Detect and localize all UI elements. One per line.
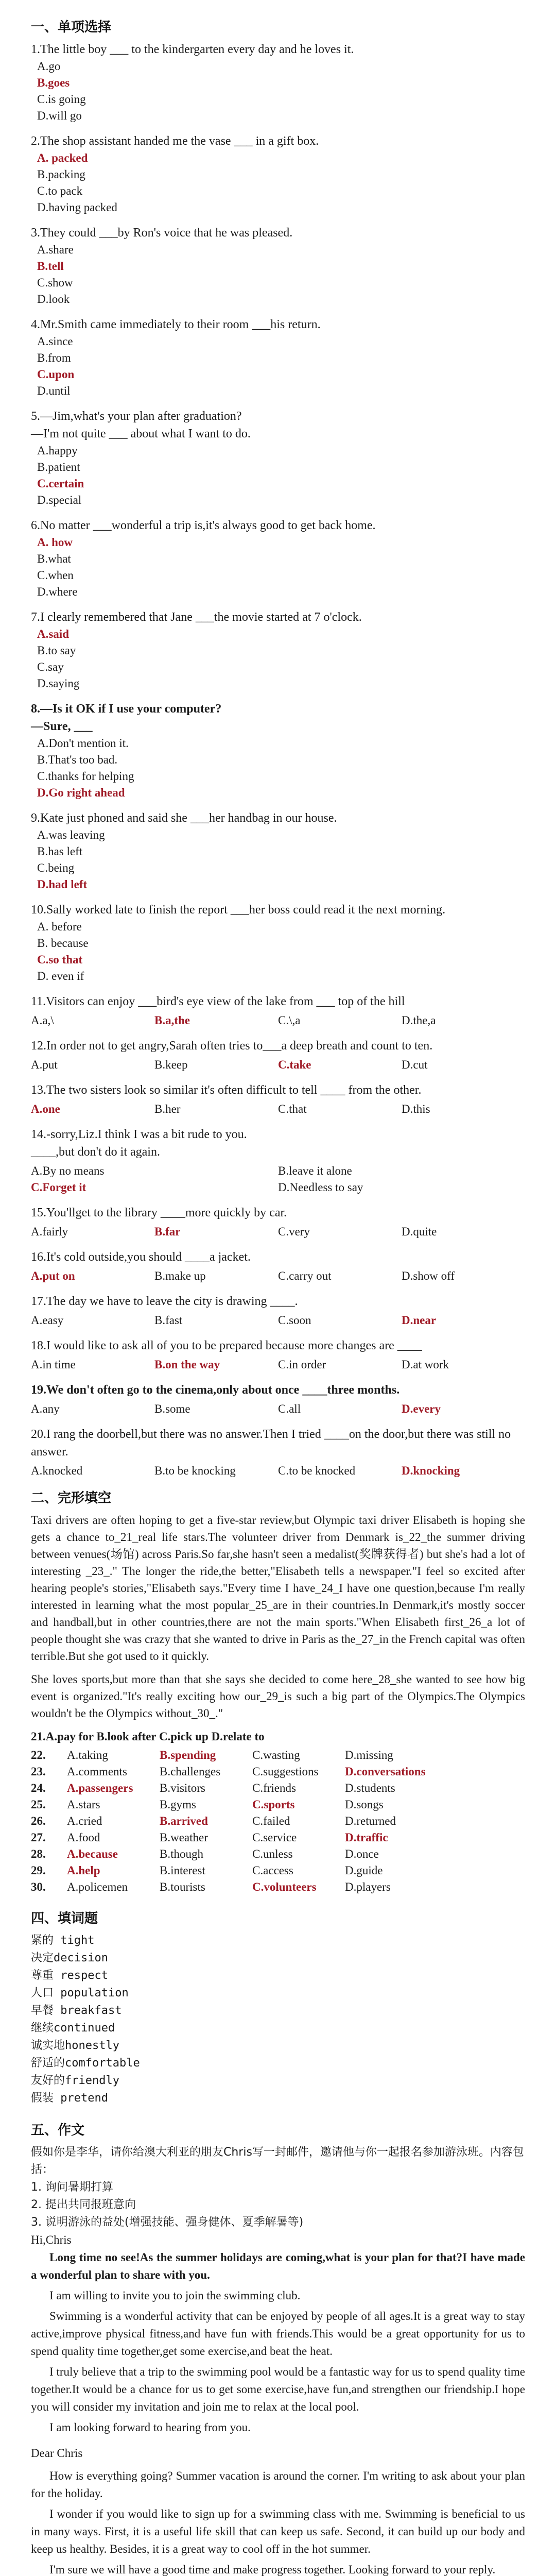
options-row [31, 1357, 525, 1373]
option: C.soon [278, 1314, 311, 1327]
answer-option: A. packed [37, 151, 88, 164]
option: C.being [37, 861, 75, 874]
answer-option: D.had left [37, 878, 88, 891]
vocab-item: 友好的friendly [31, 2074, 119, 2087]
question-stem-2: ____,but don't do it again. [31, 1145, 160, 1159]
answer-option: A.one [31, 1103, 60, 1115]
option: C.suggestions [252, 1765, 319, 1778]
cloze-number: 26. [31, 1815, 46, 1827]
option: B.to say [37, 644, 76, 657]
option: C.say [37, 660, 64, 673]
question [31, 993, 525, 1029]
vocab-item: 人口 population [31, 1987, 129, 1999]
option: A.in time [31, 1358, 76, 1371]
question-stem-2: —I'm not quite ___ about what I want to do. [31, 427, 251, 440]
option: B.packing [37, 168, 85, 181]
letter2-greeting: Dear Chris [31, 2447, 83, 2460]
answer-option: B.far [154, 1225, 181, 1238]
question [31, 1037, 525, 1073]
answer-option: C.take [278, 1058, 311, 1071]
cloze-number: 22. [31, 1749, 46, 1761]
question [31, 1126, 525, 1196]
option: A.put [31, 1058, 58, 1071]
question [31, 608, 525, 692]
option: A.easy [31, 1314, 64, 1327]
question-stem-2: —Sure, ___ [31, 720, 93, 733]
option: C.thanks for helping [37, 770, 134, 783]
option: C.unless [252, 1848, 293, 1860]
option: B.visitors [160, 1782, 205, 1794]
option: C.access [252, 1864, 293, 1877]
letter2-body [31, 2467, 525, 2576]
option: A.happy [37, 444, 78, 457]
question [31, 809, 525, 893]
question [31, 1248, 525, 1284]
option: D. even if [37, 970, 84, 982]
question-stem: 20.I rang the doorbell,but there was no answer.Then I tried ____on the door,but there was still no answer. [31, 1428, 511, 1459]
cloze-row [31, 1747, 525, 1764]
question [31, 132, 525, 216]
question-stem: 13.The two sisters look so similar it's often difficult to tell ____ from the other. [31, 1083, 422, 1097]
answer-option: A.put on [31, 1269, 75, 1282]
option: B.some [154, 1402, 190, 1415]
option: B.leave it alone [278, 1164, 352, 1177]
question-stem: 10.Sally worked late to finish the report ___her boss could read it the next morning. [31, 903, 446, 917]
cloze-row [31, 1829, 525, 1846]
question [31, 700, 525, 801]
option: C.service [252, 1831, 297, 1844]
option: B.from [37, 351, 71, 364]
question [31, 1204, 525, 1240]
option: C.to pack [37, 184, 83, 197]
option: B.That's too bad. [37, 753, 118, 766]
answer-option: D.knocking [402, 1464, 460, 1477]
option: A.since [37, 335, 73, 348]
cloze-row [31, 1764, 525, 1780]
option: D.show off [402, 1269, 455, 1282]
answer-option: C.Forget it [31, 1181, 86, 1194]
question [31, 1293, 525, 1329]
option: D.where [37, 585, 78, 598]
option: A.fairly [31, 1225, 68, 1238]
answer-option: D.conversations [345, 1765, 426, 1778]
option: A.a,\ [31, 1014, 54, 1027]
option: B.her [154, 1103, 181, 1115]
letter1-body [31, 2287, 525, 2436]
option: C.\,a [278, 1014, 301, 1027]
single-choice-list-2 [31, 993, 525, 1479]
option: A.was leaving [37, 828, 105, 841]
answer-option: D.near [402, 1314, 437, 1327]
cloze-row [31, 1862, 525, 1879]
option: C.wasting [252, 1749, 300, 1761]
option: D.the,a [402, 1014, 436, 1027]
question-stem: 16.It's cold outside,you should ____a jacket. [31, 1250, 251, 1264]
option: A.go [37, 60, 61, 73]
option: B.fast [154, 1314, 183, 1327]
question [31, 41, 525, 124]
letter-paragraph: How is everything going? Summer vacation is around the corner. I'm writing to ask about your plan for the holiday. [31, 2469, 525, 2500]
writing-prompt [31, 2144, 525, 2231]
cloze-number: 27. [31, 1831, 46, 1844]
options-row [31, 1312, 525, 1329]
letter-paragraph: I wonder if you would like to sign up for a swimming class with me. Swimming is beneficial to us in many ways. First, it is a useful life skill that can keep us safe. Second, it can build up our body and keep us healthy. Besides, it is a great way to cool off in the hot summer. [31, 2507, 525, 2555]
vocab-list [31, 1932, 525, 2107]
option: C.in order [278, 1358, 326, 1371]
options-row [31, 1268, 525, 1284]
option: C.show [37, 276, 73, 289]
question-stem: 2.The shop assistant handed me the vase ___ in a gift box. [31, 134, 319, 148]
question-stem: 18.I would like to ask all of you to be prepared because more changes are ____ [31, 1339, 422, 1352]
option: C.carry out [278, 1269, 332, 1282]
option: B.make up [154, 1269, 206, 1282]
option: B.to be knocking [154, 1464, 236, 1477]
option: A.policemen [67, 1880, 128, 1893]
cloze-number: 28. [31, 1848, 46, 1860]
option: D.once [345, 1848, 379, 1860]
vocab-item: 紧的 tight [31, 1934, 95, 1947]
option: B.challenges [160, 1765, 221, 1778]
cloze-row [31, 1813, 525, 1829]
option: D.missing [345, 1749, 393, 1761]
question-stem: 5.—Jim,what's your plan after graduation? [31, 410, 242, 423]
answer-option: B.arrived [160, 1815, 208, 1827]
cloze-passage-1: Taxi drivers are often hoping to get a five-star review,but Olympic taxi driver Elisabeth is hoping she gets a chance to_21_real life stars.The volunteer driver from Denmark is_22_the summer driving between venues(场馆) across Paris.So far,she hasn't seen a medalist(奖牌获得者) but she's had a lot of interesting _23_." The longer the ride,the better,"Elisabeth tells a newspaper."I feel so excited after hearing people's stories,"Elisabeth says."Every time I have_24_I have one question,because I'm really interested in learning what the most popular_25_are in their countries.In Denmark,it's mostly soccer and handball,but in other countries,there are not the main sports."When Elisabeth first_26_a lot of people thought she was crazy that she wanted to drive in Paris as the_27_in the French capital was often terrible.But she got used to it quickly. [31, 1514, 525, 1663]
option: B. because [37, 937, 89, 950]
letter1-opening: Long time no see!As the summer holidays are coming,what is your plan for that?I have made a wonderful plan to share with you. [31, 2251, 525, 2281]
cloze-row [31, 1780, 525, 1797]
option: C.that [278, 1103, 307, 1115]
option: D.guide [345, 1864, 383, 1877]
vocab-item: 早餐 breakfast [31, 2004, 122, 2017]
option: B.what [37, 552, 71, 565]
question-stem: 4.Mr.Smith came immediately to their room ___his return. [31, 318, 321, 331]
letter-paragraph: Swimming is a wonderful activity that can be enjoyed by people of all ages.It is a great way to stay active,improve physical fitness,and have fun with friends.This would be a great opportunity for us to spend quality time together,get some exercise,and beat the heat. [31, 2310, 525, 2358]
answer-option: C.certain [37, 477, 84, 490]
cloze-row [31, 1846, 525, 1862]
option: A.taking [67, 1749, 108, 1761]
cloze-passage-2: She loves sports,but more than that she says she decided to come here_28_she wanted to see how big event is organized."It's really exciting how our_29_is such a big part of the Olympics.The Olympics wouldn't be the Olympics without_30_." [31, 1673, 525, 1720]
question [31, 901, 525, 985]
answer-option: A. how [37, 536, 73, 549]
question [31, 408, 525, 509]
option: A.comments [67, 1765, 127, 1778]
question [31, 517, 525, 600]
letter-paragraph: I'm sure we will have a good time and make progress together. Looking forward to your reply. [49, 2563, 496, 2576]
question-stem: 11.Visitors can enjoy ___bird's eye view of the lake from ___ top of the hill [31, 995, 405, 1008]
answer-option: D.every [402, 1402, 441, 1415]
option: A.stars [67, 1798, 100, 1811]
option: D.until [37, 384, 71, 397]
option: C.to be knocked [278, 1464, 356, 1477]
letter1-greeting: Hi,Chris [31, 2233, 72, 2246]
letter-paragraph: I truly believe that a trip to the swimming pool would be a fantastic way for us to spend quality time together.It would be a chance for us to get some exercise,have fun,and strengthen our friendship.I hope you will consider my invitation and join me to relax at the local pool. [31, 2365, 525, 2413]
sample-letter-2 [31, 2445, 525, 2576]
prompt-line: 3. 说明游泳的益处(增强技能、强身健体、夏季解暑等) [31, 2216, 304, 2229]
question-stem: 1.The little boy ___ to the kindergarten every day and he loves it. [31, 43, 354, 56]
answer-option: C.so that [37, 953, 83, 966]
section-title-cloze: 二、完形填空 [31, 1490, 112, 1506]
option: D.saying [37, 677, 80, 690]
option: D.players [345, 1880, 391, 1893]
answer-option: A.said [37, 628, 69, 640]
option: D.at work [402, 1358, 449, 1371]
question-stem: 14.-sorry,Liz.I think I was a bit rude to you. [31, 1128, 247, 1141]
option: C.failed [252, 1815, 290, 1827]
answer-option: C.volunteers [252, 1880, 317, 1893]
answer-option: A.passengers [67, 1782, 133, 1794]
question-stem: 15.You'llget to the library ____more quickly by car. [31, 1206, 287, 1219]
question-stem: 7.I clearly remembered that Jane ___the movie started at 7 o'clock. [31, 611, 362, 624]
options-row [31, 1163, 525, 1196]
option: C.is going [37, 93, 86, 106]
option: D.special [37, 494, 82, 506]
letter-paragraph: I am looking forward to hearing from you. [49, 2421, 251, 2434]
answer-option: D.traffic [345, 1831, 388, 1844]
options-row [31, 1463, 525, 1479]
vocab-item: 尊重 respect [31, 1969, 108, 1982]
cloze-number: 24. [31, 1782, 46, 1794]
cloze-answer-rows [31, 1747, 525, 1895]
question [31, 1381, 525, 1417]
option: D.cut [402, 1058, 428, 1071]
prompt-line: 2. 提出共同报班意向 [31, 2198, 136, 2211]
question-stem: 19.We don't often go to the cinema,only about once ____three months. [31, 1383, 400, 1397]
answer-option: A.help [67, 1864, 100, 1877]
option: A.Don't mention it. [37, 737, 129, 750]
question-stem: 8.—Is it OK if I use your computer? [31, 702, 222, 716]
option: C.very [278, 1225, 310, 1238]
option: A.knocked [31, 1464, 83, 1477]
option: D.having packed [37, 201, 117, 214]
question-stem: 6.No matter ___wonderful a trip is,it's always good to get back home. [31, 519, 376, 532]
question [31, 1337, 525, 1373]
option: A.By no means [31, 1164, 105, 1177]
option: B.gyms [160, 1798, 196, 1811]
option: D.students [345, 1782, 395, 1794]
option: D.quite [402, 1225, 437, 1238]
option: D.this [402, 1103, 430, 1115]
option: A.food [67, 1831, 100, 1844]
prompt-line: 1. 询问暑期打算 [31, 2181, 113, 2194]
cloze-number: 29. [31, 1864, 46, 1877]
cloze-number: 25. [31, 1798, 46, 1811]
option: B.patient [37, 461, 80, 473]
cloze-number: 30. [31, 1880, 46, 1893]
answer-option: B.spending [160, 1749, 216, 1761]
cloze-row [31, 1879, 525, 1895]
option: D.look [37, 293, 70, 306]
sample-letter-1 [31, 2231, 525, 2436]
answer-option: A.because [67, 1848, 118, 1860]
option: C.when [37, 569, 74, 582]
answer-option: D.Go right ahead [37, 786, 125, 799]
question [31, 316, 525, 399]
cloze-row [31, 1797, 525, 1813]
answer-option: C.sports [252, 1798, 295, 1811]
section-title-writing: 五、作文 [31, 2123, 85, 2138]
option: A. before [37, 920, 82, 933]
option: D.Needless to say [278, 1181, 363, 1194]
option: B.weather [160, 1831, 208, 1844]
answer-option: B.on the way [154, 1358, 220, 1371]
options-row [31, 1057, 525, 1073]
option: B.though [160, 1848, 203, 1860]
answer-option: B.tell [37, 260, 64, 273]
vocab-item: 继续continued [31, 2022, 115, 2035]
cloze-q21: 21.A.pay for B.look after C.pick up D.relate to [31, 1730, 265, 1743]
vocab-item: 诚实地honestly [31, 2039, 119, 2052]
options-row [31, 1401, 525, 1417]
option: C.friends [252, 1782, 296, 1794]
option: D.songs [345, 1798, 384, 1811]
question [31, 1426, 525, 1479]
question-stem: 12.In order not to get angry,Sarah often tries to___a deep breath and count to ten. [31, 1039, 433, 1053]
options-row [31, 1224, 525, 1240]
section-title-single-choice: 一、单项选择 [31, 20, 112, 35]
option: A.cried [67, 1815, 102, 1827]
option: D.returned [345, 1815, 396, 1827]
single-choice-list [31, 41, 525, 985]
option: D.will go [37, 109, 82, 122]
option: C.all [278, 1402, 301, 1415]
question-stem: 3.They could ___by Ron's voice that he was pleased. [31, 226, 293, 240]
section-title-vocab: 四、填词题 [31, 1911, 98, 1926]
answer-option: B.goes [37, 76, 70, 89]
options-row [31, 1012, 525, 1029]
options-row [31, 1101, 525, 1117]
vocab-item: 假装 pretend [31, 2092, 108, 2105]
letter-paragraph: I am willing to invite you to join the swimming club. [49, 2289, 301, 2302]
option: B.tourists [160, 1880, 205, 1893]
option: B.interest [160, 1864, 205, 1877]
answer-option: C.upon [37, 368, 75, 381]
question-stem: 17.The day we have to leave the city is drawing ____. [31, 1295, 298, 1308]
question [31, 224, 525, 308]
question [31, 1081, 525, 1117]
answer-option: B.a,the [154, 1014, 190, 1027]
prompt-line: 假如你是李华，请你给澳大利亚的朋友Chris写一封邮件，邀请他与你一起报名参加游泳班。内容包括： [31, 2146, 524, 2176]
vocab-item: 决定decision [31, 1952, 108, 1964]
option: B.has left [37, 845, 83, 858]
option: A.any [31, 1402, 60, 1415]
cloze-number: 23. [31, 1765, 46, 1778]
option: B.keep [154, 1058, 188, 1071]
option: A.share [37, 243, 74, 256]
question-stem: 9.Kate just phoned and said she ___her handbag in our house. [31, 811, 337, 825]
vocab-item: 舒适的comfortable [31, 2057, 140, 2070]
